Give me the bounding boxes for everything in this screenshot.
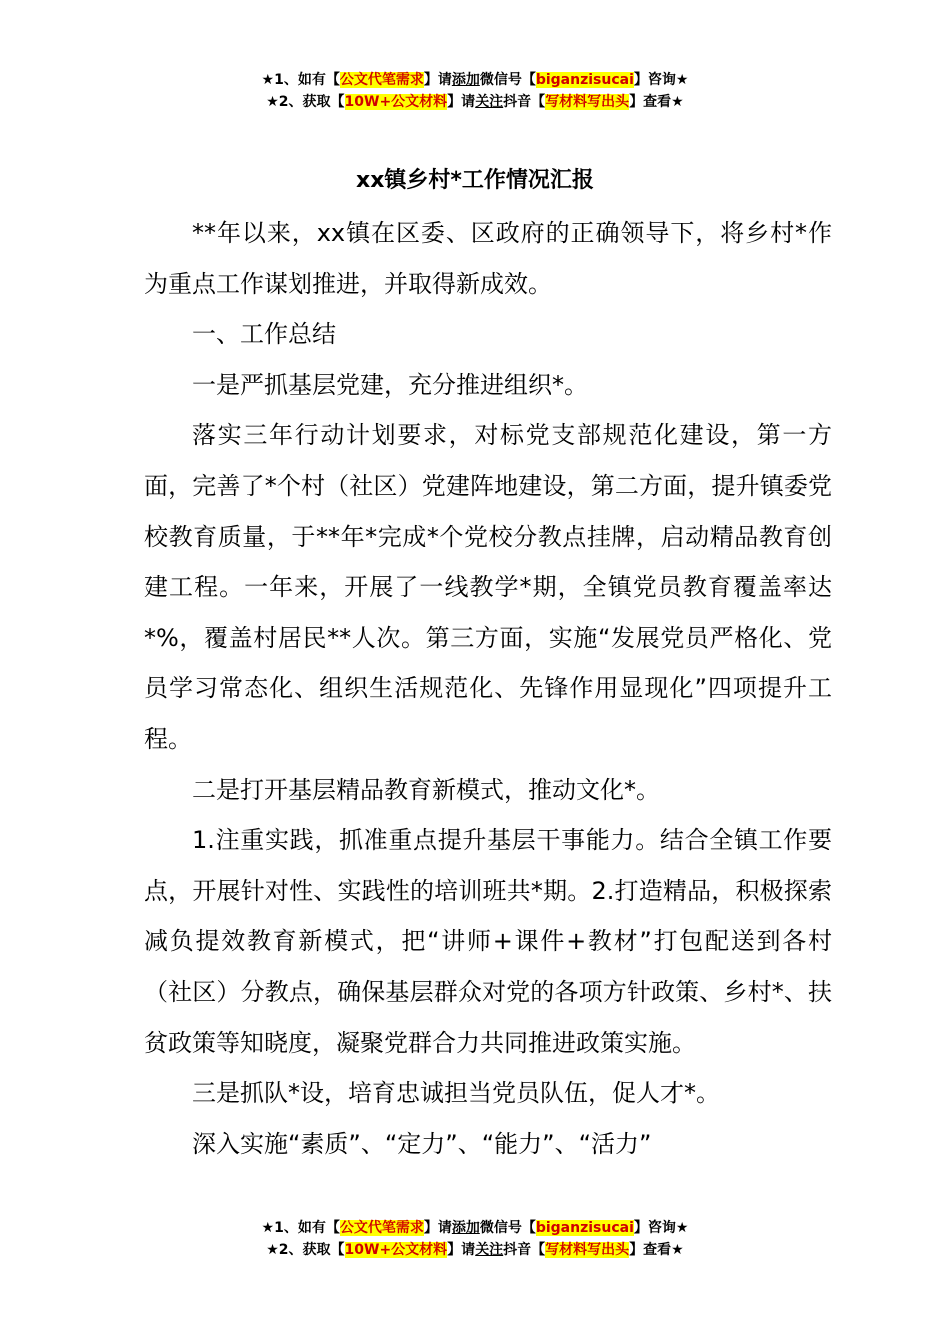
promo-line-1 xyxy=(0,1217,950,1239)
document-body xyxy=(144,208,832,1169)
promo-line-2 xyxy=(0,91,950,113)
promo-text: 微信号【 xyxy=(479,72,536,88)
header-promo-banner xyxy=(0,69,950,113)
promo-text: 】查看★ xyxy=(629,94,684,110)
footer-promo-banner xyxy=(0,1217,950,1261)
promo-highlight: 公文代笔需求 xyxy=(339,72,424,88)
promo-line-1 xyxy=(0,69,950,91)
promo-underline: 关注 xyxy=(475,94,504,110)
paragraph-1: 落实三年行动计划要求，对标党支部规范化建设，第一方面，完善了*个村（社区）党建阵地建设，第二方面，提升镇委党校教育质量，于**年*完成*个党校分教点挂牌，启动精品教育创建工程。一年来，开展了一线教学*期，全镇党员教育覆盖率达*%，覆盖村居民**人次。第三方面，实施“发展党员严格化、党员学习常态化、组织生活规范化、先锋作用显现化”四项提升工程。 xyxy=(144,421,832,753)
promo-highlight: biganzisucai xyxy=(535,1220,634,1236)
promo-text: 抖音【 xyxy=(503,94,546,110)
promo-highlight: 写材料写出头 xyxy=(545,94,630,110)
promo-underline: 添加 xyxy=(451,72,480,88)
subheading-1: 一是严抓基层党建，充分推进组织*。 xyxy=(192,370,588,399)
promo-underline: 添加 xyxy=(451,1220,480,1236)
promo-highlight: 10W+公文材料 xyxy=(344,94,448,110)
promo-text: 】请 xyxy=(423,1220,452,1236)
promo-text: ★2、获取【 xyxy=(266,1242,345,1258)
promo-text: 】咨询★ xyxy=(633,1220,689,1236)
document-title: xx镇乡村*工作情况汇报 xyxy=(356,168,594,193)
subheading-3: 三是抓队*设，培育忠诚担当党员队伍，促人才*。 xyxy=(192,1079,720,1108)
promo-text: 】请 xyxy=(447,94,476,110)
promo-text: ★1、如有【 xyxy=(261,1220,340,1236)
promo-line-2 xyxy=(0,1239,950,1261)
promo-text: 抖音【 xyxy=(503,1242,546,1258)
promo-text: 】查看★ xyxy=(629,1242,684,1258)
promo-highlight: 10W+公文材料 xyxy=(344,1242,448,1258)
promo-text: ★1、如有【 xyxy=(261,72,340,88)
section-heading: 一、工作总结 xyxy=(192,320,336,349)
promo-text: 微信号【 xyxy=(479,1220,536,1236)
promo-highlight: 公文代笔需求 xyxy=(339,1220,424,1236)
promo-highlight: biganzisucai xyxy=(535,72,634,88)
paragraph-3: 深入实施“素质”、“定力”、“能力”、“活力” xyxy=(192,1129,652,1158)
promo-text: 】请 xyxy=(447,1242,476,1258)
promo-underline: 关注 xyxy=(475,1242,504,1258)
paragraph-2: 1.注重实践，抓准重点提升基层干事能力。结合全镇工作要点，开展针对性、实践性的培训班共*期。2.打造精品，积极探索减负提效教育新模式，把“讲师+课件+教材”打包配送到各村（社区）分教点，确保基层群众对党的各项方针政策、乡村*、扶贫政策等知晓度，凝聚党群合力共同推进政策实施。 xyxy=(144,826,832,1057)
subheading-2: 二是打开基层精品教育新模式，推动文化*。 xyxy=(192,775,660,804)
promo-text: 】请 xyxy=(423,72,452,88)
promo-highlight: 写材料写出头 xyxy=(545,1242,630,1258)
promo-text: ★2、获取【 xyxy=(266,94,345,110)
paragraph-intro: **年以来，xx镇在区委、区政府的正确领导下，将乡村*作为重点工作谋划推进，并取得新成效。 xyxy=(144,219,832,298)
promo-text: 】咨询★ xyxy=(633,72,689,88)
